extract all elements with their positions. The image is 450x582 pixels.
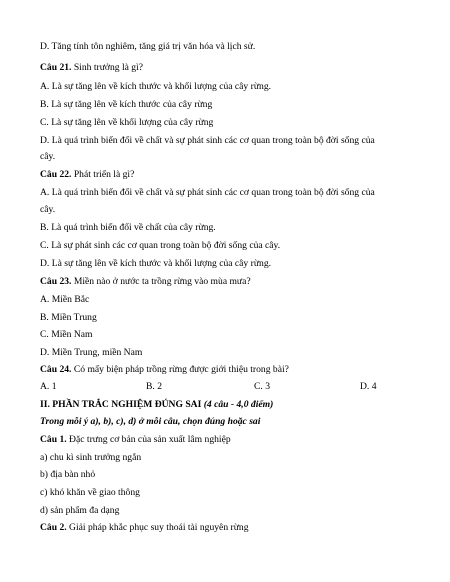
q21-option-d-line1: D. Là quá trình biến đổi về chất và sự phát sinh các cơ quan trong toàn bộ đời sống của (40, 135, 375, 146)
q23-option-c: C. Miền Nam (40, 329, 93, 340)
tf1-statement-a: a) chu kì sinh trưởng ngắn (40, 452, 142, 463)
q22-option-d: D. Là sự tăng lên về kích thước và khối lượng của cây rừng. (40, 258, 272, 269)
q21-option-b: B. Là sự tăng lên về kích thước của cây rừng (40, 99, 213, 110)
q23-text: Miền nào ở nước ta trồng rừng vào mùa mưa? (71, 276, 251, 287)
q22-text: Phát triển là gì? (71, 169, 135, 180)
tf2-label: Câu 2. (40, 522, 67, 533)
tf1-statement-d: d) sản phẩm đa dạng (40, 505, 120, 516)
q24-option-d: D. 4 (360, 381, 377, 392)
q24-question (40, 364, 420, 376)
tf1-statement-c: c) khó khăn về giao thông (40, 487, 140, 498)
q21-label: Câu 21. (40, 62, 72, 73)
section-2-score: (4 câu - 4,0 điểm) (201, 399, 274, 410)
q23-option-d: D. Miền Trung, miền Nam (40, 347, 143, 358)
q22-option-c: C. Là sự phát sinh các cơ quan trong toàn bộ đời sống của cây. (40, 240, 281, 251)
section-2-instructions: Trong mỗi ý a), b), c), d) ở mỗi câu, chọn đúng hoặc sai (40, 416, 261, 427)
q21-option-a: A. Là sự tăng lên về kích thước và khối lượng của cây rừng. (40, 81, 272, 92)
tf1-label: Câu 1. (40, 434, 67, 445)
q20-option-d: D. Tăng tính tôn nghiêm, tăng giá trị văn hóa và lịch sử. (40, 41, 256, 52)
tf1-question (40, 434, 420, 446)
section-2-title: II. PHẦN TRẮC NGHIỆM ĐÚNG SAI (40, 399, 202, 410)
q21-text: Sinh trưởng là gì? (71, 62, 144, 73)
q22-label: Câu 22. (40, 169, 72, 180)
tf2-text: Giải pháp khắc phục suy thoái tài nguyên rừng (66, 522, 249, 533)
tf1-text: Đặc trưng cơ bản của sản xuất lâm nghiệp (66, 434, 231, 445)
q21-option-c: C. Là sự tăng lên về khối lượng của cây rừng (40, 117, 214, 128)
tf2-question (40, 522, 420, 534)
q21-option-d-line2: cây. (40, 151, 56, 162)
tf1-statement-b: b) địa bàn nhỏ (40, 469, 96, 480)
q22-option-a-line2: cây. (40, 204, 56, 215)
q24-label: Câu 24. (40, 364, 72, 375)
q24-option-c: C. 3 (254, 381, 270, 392)
section-2-heading (40, 399, 420, 411)
q24-option-a: A. 1 (40, 381, 57, 392)
q23-option-a: A. Miền Bắc (40, 294, 90, 305)
q24-option-b: B. 2 (146, 381, 162, 392)
q21-question (40, 62, 420, 74)
q22-question (40, 169, 420, 181)
q23-option-b: B. Miền Trung (40, 312, 97, 323)
q22-option-a-line1: A. Là quá trình biến đổi về chất và sự phát sinh các cơ quan trong toàn bộ đời sống của (40, 187, 375, 198)
q22-option-b: B. Là quá trình biến đổi về chất của cây rừng. (40, 222, 216, 233)
q23-label: Câu 23. (40, 276, 72, 287)
q24-text: Có mấy biện pháp trồng rừng được giới thiệu trong bài? (71, 364, 289, 375)
q23-question (40, 276, 420, 288)
